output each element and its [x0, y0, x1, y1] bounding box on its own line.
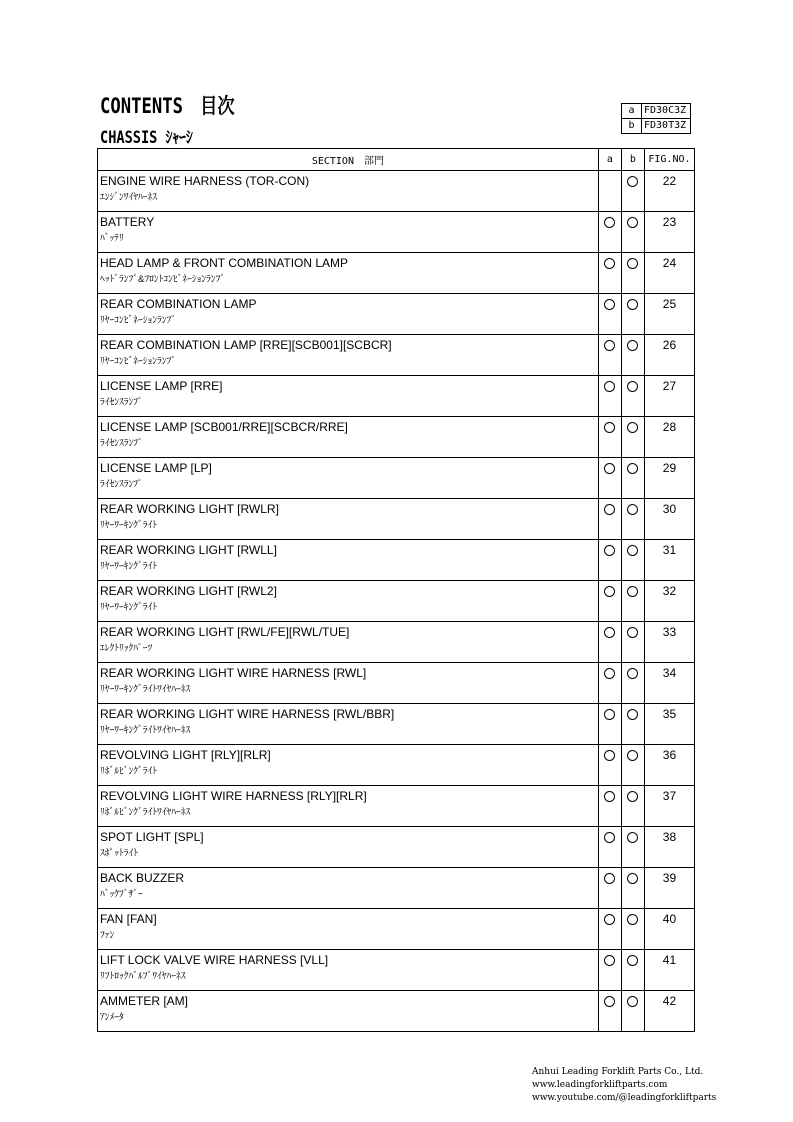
fig-number-cell [644, 827, 694, 868]
section-name-en: LICENSE LAMP [SCB001/RRE][SCBCR/RRE] [100, 420, 348, 434]
section-cell [98, 950, 599, 991]
applicability-b [621, 950, 644, 991]
applicable-mark-icon [604, 955, 615, 966]
fig-number[interactable]: 27 [662, 379, 677, 393]
applicable-mark-icon [627, 791, 638, 802]
fig-number-cell [644, 212, 694, 253]
fig-number[interactable]: 32 [662, 584, 677, 598]
table-row[interactable] [98, 581, 695, 622]
header-fig: FIG.NO. [644, 149, 694, 171]
applicable-mark-icon [627, 668, 638, 679]
section-name-en: LIFT LOCK VALVE WIRE HARNESS [VLL] [100, 953, 329, 967]
section-name-jp: ﾘﾌﾄﾛｯｸﾊﾞﾙﾌﾞﾜｲﾔﾊｰﾈｽ [100, 971, 186, 982]
section-name-jp: ﾘﾔｰﾜｰｷﾝｸﾞﾗｲﾄﾜｲﾔﾊｰﾈｽ [100, 684, 191, 695]
applicability-a [598, 622, 621, 663]
applicable-mark-icon [627, 709, 638, 720]
applicable-mark-icon [604, 914, 615, 925]
section-name-en: LICENSE LAMP [LP] [100, 461, 212, 475]
applicability-a [598, 212, 621, 253]
fig-number-cell [644, 786, 694, 827]
section-name-jp: ﾊﾞｯｸﾌﾞｻﾞｰ [100, 889, 143, 900]
fig-number-cell [644, 622, 694, 663]
applicable-mark-icon [627, 873, 638, 884]
section-name-jp: ﾗｲｾﾝｽﾗﾝﾌﾟ [100, 438, 143, 449]
section-name-jp: ﾘﾔｰﾜｰｷﾝｸﾞﾗｲﾄﾜｲﾔﾊｰﾈｽ [100, 725, 191, 736]
applicability-b [621, 212, 644, 253]
section-cell [98, 827, 599, 868]
applicability-a [598, 991, 621, 1032]
footer-company: Anhui Leading Forklift Parts Co., Ltd. [532, 1067, 704, 1077]
fig-number[interactable]: 26 [662, 338, 677, 352]
section-name-jp: ﾘﾎﾞﾙﾋﾞﾝｸﾞﾗｲﾄﾜｲﾔﾊｰﾈｽ [100, 807, 191, 818]
footer-youtube[interactable]: www.youtube.com/@leadingforkliftparts [532, 1093, 717, 1103]
applicable-mark-icon [604, 258, 615, 269]
model-name: FD30C3Z [642, 104, 691, 119]
section-cell [98, 458, 599, 499]
applicable-mark-icon [627, 176, 638, 187]
applicable-mark-icon [627, 627, 638, 638]
section-cell [98, 294, 599, 335]
applicability-b [621, 335, 644, 376]
applicability-b [621, 909, 644, 950]
table-row[interactable] [98, 540, 695, 581]
section-cell [98, 540, 599, 581]
footer [532, 1066, 716, 1105]
applicable-mark-icon [604, 463, 615, 474]
fig-number[interactable]: 24 [662, 256, 677, 270]
section-name-en: REAR WORKING LIGHT WIRE HARNESS [RWL] [100, 666, 367, 680]
applicability-b [621, 827, 644, 868]
applicable-mark-icon [627, 422, 638, 433]
model-legend [621, 103, 691, 134]
applicable-mark-icon [604, 299, 615, 310]
fig-number[interactable]: 42 [662, 994, 677, 1008]
table-row[interactable] [98, 704, 695, 745]
section-cell [98, 786, 599, 827]
table-row[interactable] [98, 786, 695, 827]
fig-number[interactable]: 41 [662, 953, 677, 967]
section-name-jp: ﾘﾎﾞﾙﾋﾞﾝｸﾞﾗｲﾄ [100, 766, 158, 777]
section-name-en: REAR COMBINATION LAMP [100, 297, 257, 311]
fig-number-cell [644, 745, 694, 786]
applicability-a [598, 786, 621, 827]
section-name-en: REAR WORKING LIGHT [RWL/FE][RWL/TUE] [100, 625, 350, 639]
section-cell [98, 212, 599, 253]
table-row[interactable] [98, 991, 695, 1032]
fig-number-cell [644, 991, 694, 1032]
applicable-mark-icon [604, 627, 615, 638]
section-name-en: HEAD LAMP & FRONT COMBINATION LAMP [100, 256, 349, 270]
fig-number[interactable]: 25 [662, 297, 677, 311]
page-title: CONTENTS 目次 [100, 94, 235, 118]
section-cell [98, 909, 599, 950]
applicability-b [621, 499, 644, 540]
applicable-mark-icon [627, 299, 638, 310]
fig-number-cell [644, 294, 694, 335]
applicable-mark-icon [627, 340, 638, 351]
applicability-b [621, 745, 644, 786]
fig-number[interactable]: 34 [662, 666, 677, 680]
section-name-jp: ｱﾝﾒｰﾀ [100, 1012, 124, 1023]
table-row[interactable] [98, 335, 695, 376]
section-cell [98, 663, 599, 704]
table-row[interactable] [98, 827, 695, 868]
applicability-a [598, 335, 621, 376]
applicable-mark-icon [627, 258, 638, 269]
section-name-en: ENGINE WIRE HARNESS (TOR-CON) [100, 174, 310, 188]
applicability-b [621, 991, 644, 1032]
applicable-mark-icon [604, 668, 615, 679]
section-cell [98, 499, 599, 540]
applicable-mark-icon [627, 996, 638, 1007]
applicable-mark-icon [627, 463, 638, 474]
applicability-b [621, 704, 644, 745]
applicability-a [598, 745, 621, 786]
fig-number[interactable]: 30 [662, 502, 677, 516]
section-name-en: REAR COMBINATION LAMP [RRE][SCB001][SCBCR] [100, 338, 392, 352]
section-name-jp: ﾗｲｾﾝｽﾗﾝﾌﾟ [100, 397, 143, 408]
fig-number-cell [644, 868, 694, 909]
table-row[interactable] [98, 663, 695, 704]
applicable-mark-icon [627, 545, 638, 556]
fig-number-cell [644, 376, 694, 417]
applicable-mark-icon [627, 955, 638, 966]
table-header-row [98, 149, 695, 171]
fig-number-cell [644, 335, 694, 376]
section-name-en: BACK BUZZER [100, 871, 185, 885]
applicability-a [598, 376, 621, 417]
model-key: a [622, 104, 642, 119]
table-row[interactable] [98, 868, 695, 909]
fig-number-cell [644, 458, 694, 499]
section-name-en: REVOLVING LIGHT [RLY][RLR] [100, 748, 271, 762]
fig-number[interactable]: 31 [662, 543, 677, 557]
applicability-b [621, 253, 644, 294]
fig-number[interactable]: 33 [662, 625, 677, 639]
header-a: a [598, 149, 621, 171]
table-row[interactable] [98, 745, 695, 786]
section-name-en: LICENSE LAMP [RRE] [100, 379, 223, 393]
section-name-jp: ﾌｧﾝ [100, 930, 115, 941]
section-name-en: REAR WORKING LIGHT [RWLL] [100, 543, 277, 557]
fig-number[interactable]: 39 [662, 871, 677, 885]
applicability-a [598, 294, 621, 335]
applicable-mark-icon [604, 422, 615, 433]
applicable-mark-icon [627, 914, 638, 925]
applicability-a [598, 704, 621, 745]
applicability-a [598, 581, 621, 622]
fig-number[interactable]: 35 [662, 707, 677, 721]
section-name-en: REAR WORKING LIGHT [RWL2] [100, 584, 277, 598]
applicability-b [621, 868, 644, 909]
applicable-mark-icon [627, 832, 638, 843]
section-name-jp: ｴﾚｸﾄﾘｯｸﾊﾟｰﾂ [100, 643, 153, 654]
section-name-jp: ﾘﾔｰｺﾝﾋﾞﾈｰｼｮﾝﾗﾝﾌﾟ [100, 315, 177, 326]
section-name-jp: ﾘﾔｰﾜｰｷﾝｸﾞﾗｲﾄ [100, 561, 158, 572]
fig-number[interactable]: 29 [662, 461, 677, 475]
applicability-a [598, 499, 621, 540]
model-legend-row [622, 119, 691, 134]
section-name-jp: ﾗｲｾﾝｽﾗﾝﾌﾟ [100, 479, 143, 490]
applicability-a [598, 663, 621, 704]
applicable-mark-icon [627, 586, 638, 597]
section-cell [98, 868, 599, 909]
applicability-b [621, 171, 644, 212]
fig-number[interactable]: 22 [662, 174, 677, 188]
applicability-a [598, 868, 621, 909]
applicable-mark-icon [604, 791, 615, 802]
applicability-b [621, 622, 644, 663]
applicability-b [621, 376, 644, 417]
applicability-b [621, 581, 644, 622]
section-name-jp: ﾘﾔｰｺﾝﾋﾞﾈｰｼｮﾝﾗﾝﾌﾟ [100, 356, 177, 367]
fig-number[interactable]: 40 [662, 912, 677, 926]
applicable-mark-icon [604, 504, 615, 515]
fig-number[interactable]: 36 [662, 748, 677, 762]
section-cell [98, 253, 599, 294]
applicable-mark-icon [604, 217, 615, 228]
fig-number-cell [644, 417, 694, 458]
section-cell [98, 745, 599, 786]
fig-number-cell [644, 581, 694, 622]
section-name-jp: ﾊﾞｯﾃﾘ [100, 233, 124, 244]
applicability-a [598, 950, 621, 991]
section-name-jp: ｴﾝｼﾞﾝﾜｲﾔﾊｰﾈｽ [100, 192, 158, 203]
applicable-mark-icon [604, 873, 615, 884]
section-cell [98, 704, 599, 745]
applicable-mark-icon [604, 381, 615, 392]
applicable-mark-icon [627, 217, 638, 228]
contents-table [97, 148, 695, 1032]
section-cell [98, 581, 599, 622]
section-name-en: FAN [FAN] [100, 912, 157, 926]
applicability-b [621, 294, 644, 335]
model-key: b [622, 119, 642, 134]
table-row[interactable] [98, 294, 695, 335]
applicable-mark-icon [604, 750, 615, 761]
applicable-mark-icon [604, 996, 615, 1007]
section-cell [98, 376, 599, 417]
applicable-mark-icon [627, 381, 638, 392]
table-row[interactable] [98, 950, 695, 991]
applicability-b [621, 663, 644, 704]
table-row[interactable] [98, 499, 695, 540]
section-cell [98, 171, 599, 212]
section-name-jp: ﾘﾔｰﾜｰｷﾝｸﾞﾗｲﾄ [100, 520, 158, 531]
applicable-mark-icon [604, 545, 615, 556]
table-row[interactable] [98, 622, 695, 663]
footer-website[interactable]: www.leadingforkliftparts.com [532, 1080, 668, 1090]
applicability-b [621, 458, 644, 499]
applicable-mark-icon [627, 750, 638, 761]
section-subtitle: CHASSIS ｼｬｰｼ [100, 128, 193, 148]
fig-number[interactable]: 38 [662, 830, 677, 844]
fig-number-cell [644, 704, 694, 745]
fig-number-cell [644, 253, 694, 294]
table-row[interactable] [98, 253, 695, 294]
model-name: FD30T3Z [642, 119, 691, 134]
table-row[interactable] [98, 171, 695, 212]
table-row[interactable] [98, 458, 695, 499]
section-name-jp: ｽﾎﾟｯﾄﾗｲﾄ [100, 848, 139, 859]
section-cell [98, 335, 599, 376]
fig-number-cell [644, 171, 694, 212]
applicability-a [598, 171, 621, 212]
applicability-a [598, 458, 621, 499]
fig-number[interactable]: 23 [662, 215, 677, 229]
applicability-a [598, 253, 621, 294]
fig-number-cell [644, 950, 694, 991]
applicable-mark-icon [627, 504, 638, 515]
applicability-a [598, 417, 621, 458]
applicability-b [621, 417, 644, 458]
fig-number-cell [644, 909, 694, 950]
table-row[interactable] [98, 212, 695, 253]
fig-number-cell [644, 499, 694, 540]
fig-number[interactable]: 37 [662, 789, 677, 803]
section-cell [98, 991, 599, 1032]
table-row[interactable] [98, 909, 695, 950]
applicable-mark-icon [604, 709, 615, 720]
header-section: SECTION 部門 [98, 149, 599, 171]
applicability-a [598, 827, 621, 868]
section-name-en: BATTERY [100, 215, 155, 229]
section-name-en: REVOLVING LIGHT WIRE HARNESS [RLY][RLR] [100, 789, 367, 803]
applicable-mark-icon [604, 586, 615, 597]
applicable-mark-icon [604, 340, 615, 351]
header-b: b [621, 149, 644, 171]
section-name-en: AMMETER [AM] [100, 994, 189, 1008]
section-name-en: REAR WORKING LIGHT WIRE HARNESS [RWL/BBR] [100, 707, 395, 721]
section-name-jp: ﾘﾔｰﾜｰｷﾝｸﾞﾗｲﾄ [100, 602, 158, 613]
table-row[interactable] [98, 417, 695, 458]
fig-number-cell [644, 540, 694, 581]
applicability-b [621, 786, 644, 827]
section-cell [98, 417, 599, 458]
fig-number[interactable]: 28 [662, 420, 677, 434]
fig-number-cell [644, 663, 694, 704]
section-name-en: REAR WORKING LIGHT [RWLR] [100, 502, 279, 516]
section-name-jp: ﾍｯﾄﾞﾗﾝﾌﾟ&ﾌﾛﾝﾄｺﾝﾋﾞﾈｰｼｮﾝﾗﾝﾌﾟ [100, 274, 226, 285]
applicability-a [598, 909, 621, 950]
table-row[interactable] [98, 376, 695, 417]
section-cell [98, 622, 599, 663]
model-legend-row [622, 104, 691, 119]
applicable-mark-icon [604, 832, 615, 843]
applicability-a [598, 540, 621, 581]
section-name-en: SPOT LIGHT [SPL] [100, 830, 204, 844]
applicability-b [621, 540, 644, 581]
